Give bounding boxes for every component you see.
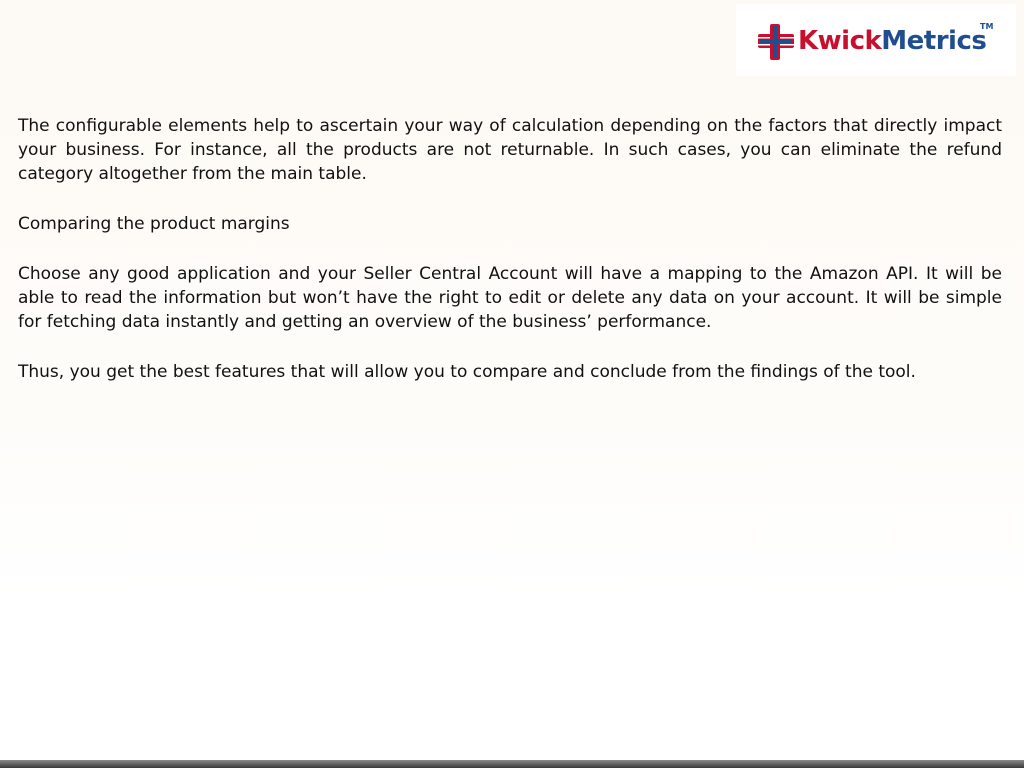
logo xyxy=(736,4,1016,76)
paragraph: The configurable elements help to ascertain your way of calculation depending on the factors that directly impact your business. For instance, all the products are not returnable. In such cases, you can eliminate the refund category altogether from the main table. xyxy=(18,116,1002,184)
kwickmetrics-cross-icon xyxy=(756,22,796,62)
logo-wordmark xyxy=(798,24,986,58)
paragraph: Thus, you get the best features that will allow you to compare and conclude from the findings of the tool. xyxy=(18,362,916,382)
paragraph: Choose any good application and your Seller Central Account will have a mapping to the Amazon API. It will be able to read the information but won’t have the right to edit or delete any data on your account. It will be simple for fetching data instantly and getting an overview of the business’ performance. xyxy=(18,264,1002,332)
logo-brand-part1: Kwick xyxy=(798,26,882,56)
subheading: Comparing the product margins xyxy=(18,214,290,234)
logo-brand-part2: Metrics xyxy=(881,26,987,56)
slide-bottom-border xyxy=(0,760,1024,768)
logo-trademark: TM xyxy=(980,22,994,31)
body-text xyxy=(18,114,1002,410)
